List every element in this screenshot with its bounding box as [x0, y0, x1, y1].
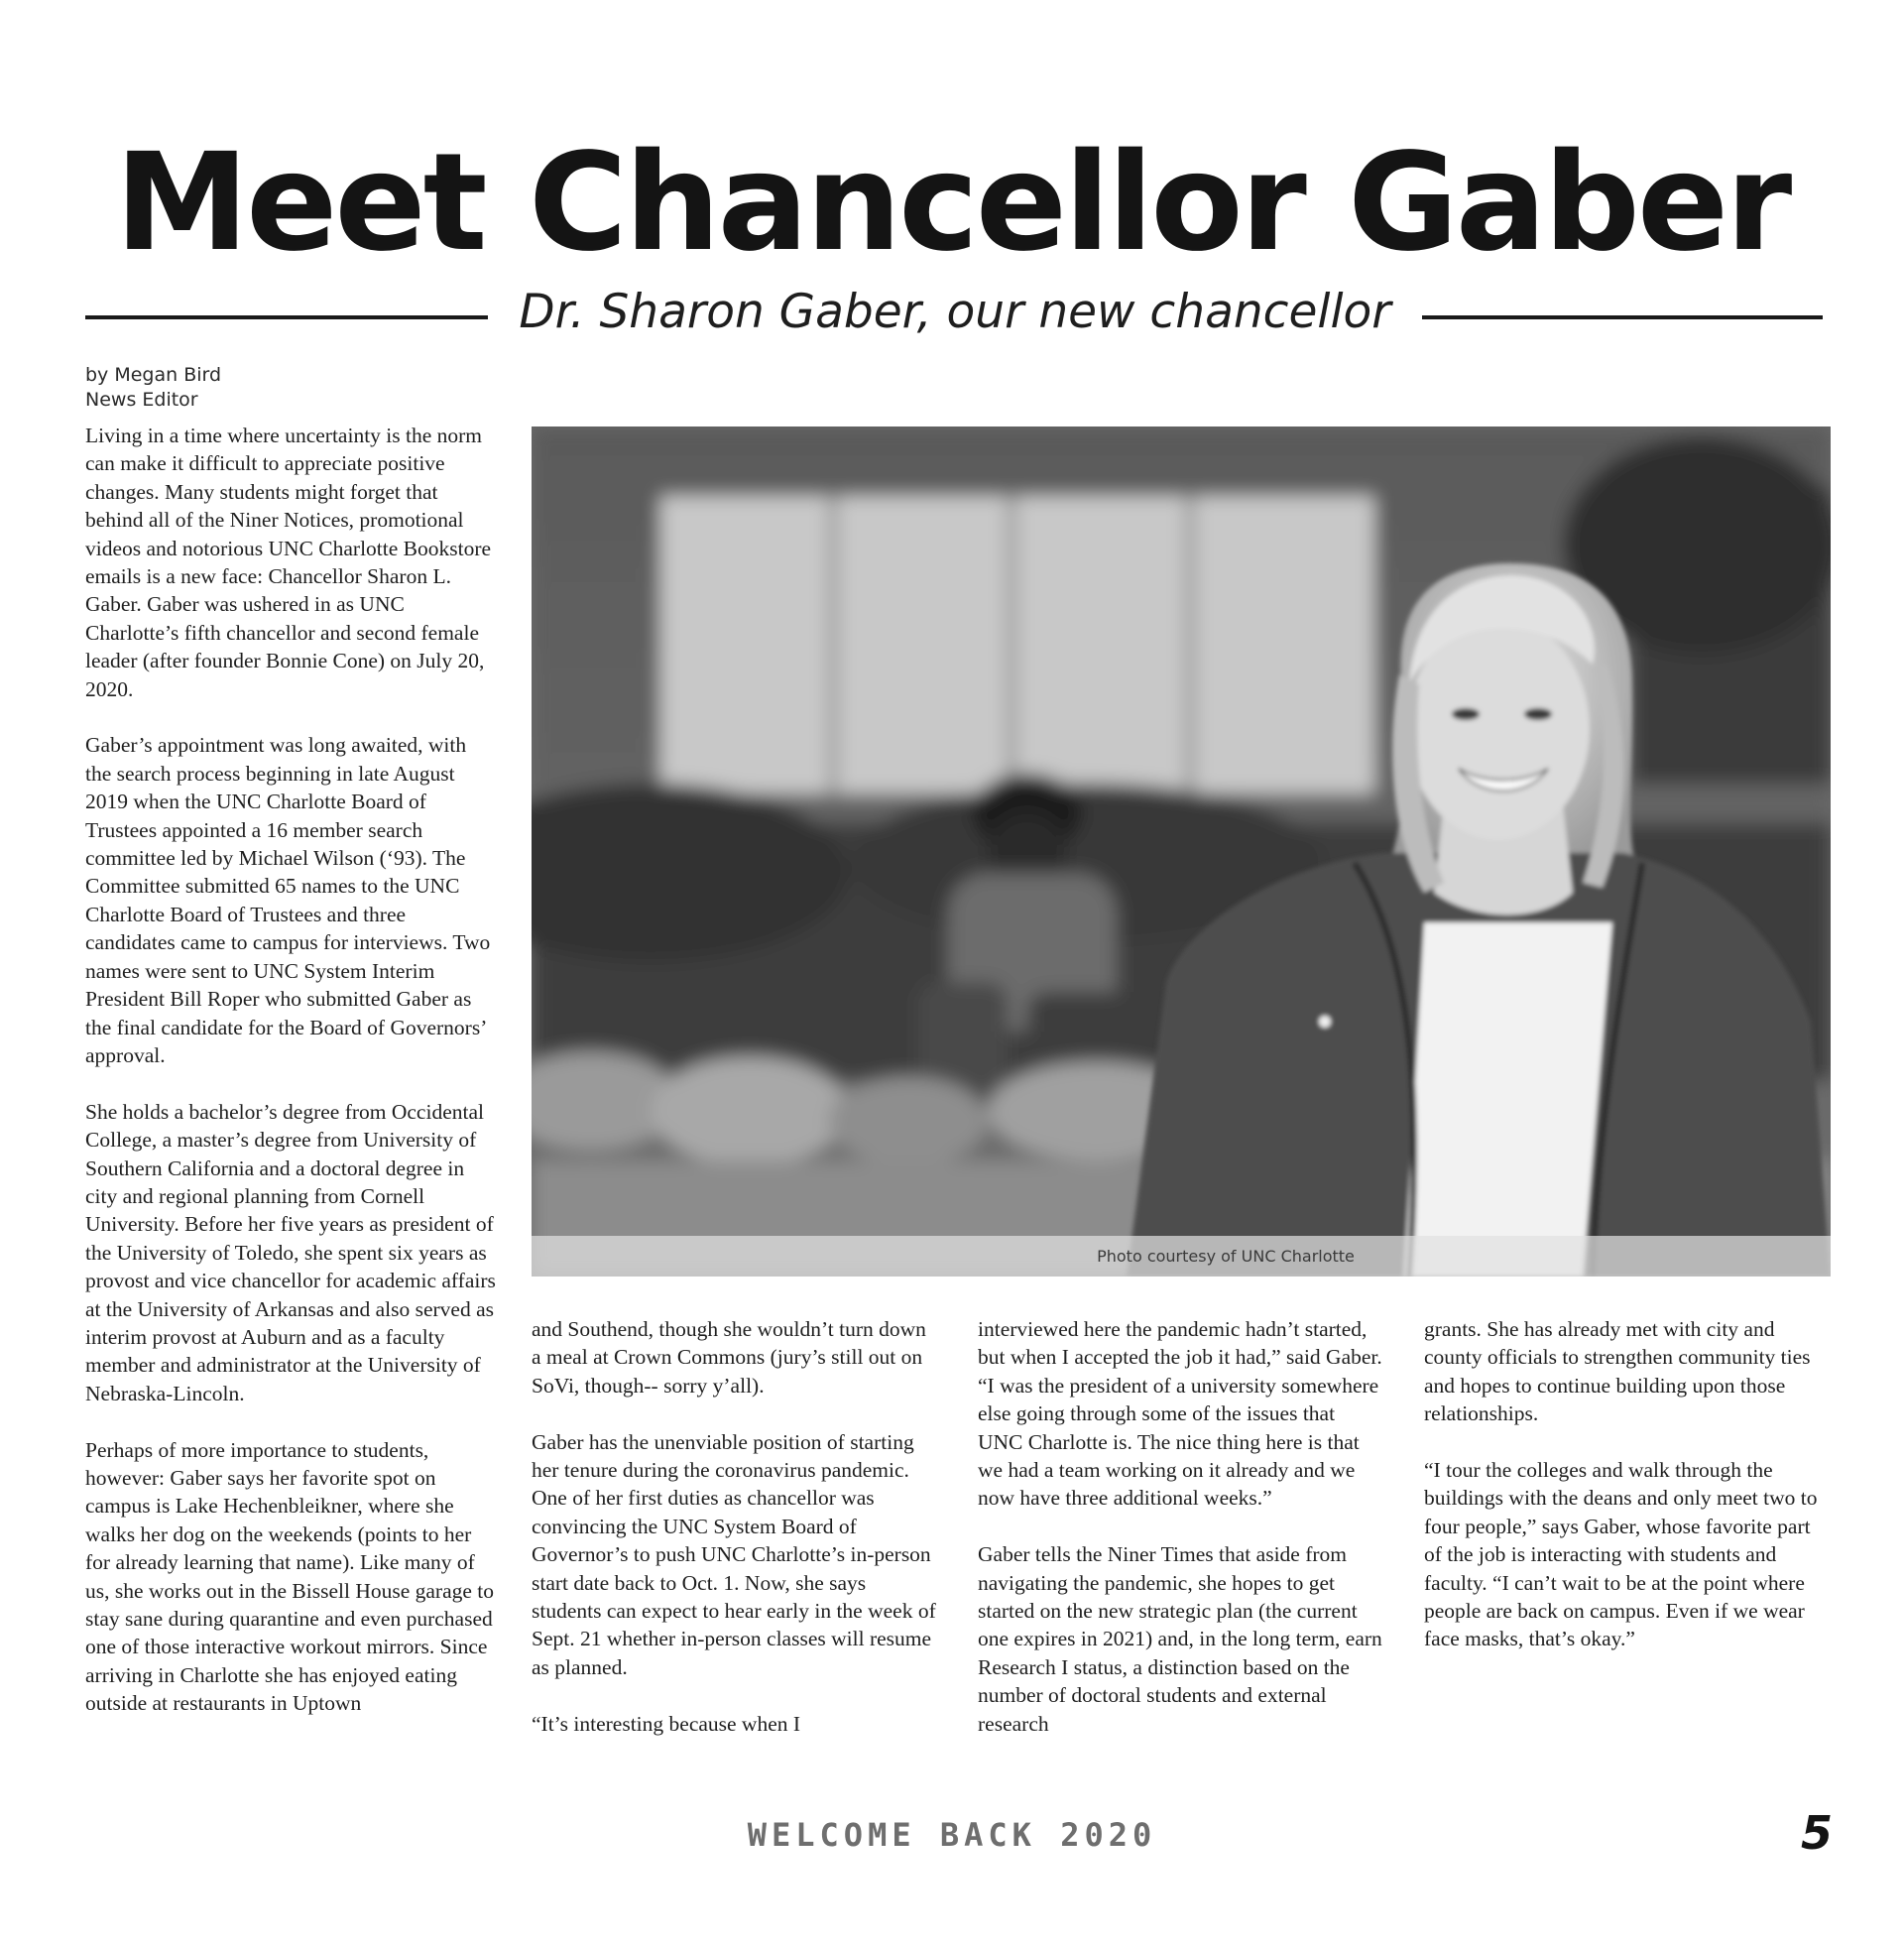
paragraph: “It’s interesting because when I	[532, 1711, 801, 1736]
paragraph: “I tour the colleges and walk through the buildings with the deans and only meet two to four people,” says Gaber, whose favorite part of the job is interacting with students and faculty. “I can’t wait to be at the point where people are back on campus. Even if we wear face masks, that’s okay.”	[1424, 1458, 1818, 1651]
byline	[85, 363, 221, 413]
photo-illustration	[532, 426, 1831, 1277]
chancellor-photo	[532, 426, 1831, 1277]
page-number: 5	[1800, 1806, 1833, 1860]
paragraph: grants. She has already met with city and county officials to strengthen community ties and hopes to continue building upon those relationships.	[1424, 1317, 1811, 1426]
paragraph: Perhaps of more importance to students, however: Gaber says her favorite spot on campus is Lake Hechenbleikner, where she walks her dog on the weekends (points to her for already learning that name). Like many of us, she works out in the Bissell House garage to stay sane during quarantine and even purchased one of those interactive workout mirrors. Since arriving in Charlotte she has enjoyed eating outside at restaurants in Uptown	[85, 1437, 495, 1716]
subtitle-rule-right	[1422, 315, 1823, 319]
paragraph: She holds a bachelor’s degree from Occidental College, a master’s degree from University of Southern California and a doctoral degree in city and regional planning from Cornell University. Before her five years as president of the University of Toledo, she spent six years as provost and vice chancellor for academic affairs at the University of Arkansas and also served as interim provost at Auburn and as a faculty member and administrator at the University of Nebraska-Lincoln.	[85, 1099, 496, 1405]
subtitle-rule-left	[85, 315, 488, 319]
footer-section-title: WELCOME BACK 2020	[747, 1816, 1157, 1854]
article-column-1	[85, 422, 496, 1718]
paragraph: and Southend, though she wouldn’t turn down a meal at Crown Commons (jury’s still out on SoVi, though-- sorry y’all).	[532, 1317, 926, 1398]
article-column-3	[978, 1315, 1384, 1738]
photo-caption: Photo courtesy of UNC Charlotte	[532, 1236, 1831, 1277]
paragraph: Gaber tells the Niner Times that aside from navigating the pandemic, she hopes to get started on the new strategic plan (the current one expires in 2021) and, in the long term, earn Research I status, a distinction based on the number of doctoral students and external research	[978, 1542, 1382, 1736]
article-column-4	[1424, 1315, 1831, 1653]
headline: Meet Chancellor Gaber	[114, 125, 1790, 282]
byline-role: News Editor	[85, 389, 198, 411]
paragraph: Living in a time where uncertainty is the norm can make it difficult to appreciate positive changes. Many students might forget that behind all of the Niner Notices, promotional videos and notorious UNC Charlotte Bookstore emails is a new face: Chancellor Sharon L. Gaber. Gaber was ushered in as UNC Charlotte’s fifth chancellor and second female leader (after founder Bonnie Cone) on July 20, 2020.	[85, 424, 492, 701]
paragraph: interviewed here the pandemic hadn’t started, but when I accepted the job it had,” said Gaber. “I was the president of a university somewhere else going through some of the issues that UNC Charlotte is. The nice thing here is that we had a team working on it already and we now have three additional weeks.”	[978, 1317, 1382, 1511]
paragraph: Gaber has the unenviable position of starting her tenure during the coronavirus pandemic. One of her first duties as chancellor was convincing the UNC System Board of Governor’s to push UNC Charlotte’s in-person start date back to Oct. 1. Now, she says students can expect to hear early in the week of Sept. 21 whether in-person classes will resume as planned.	[532, 1429, 936, 1679]
byline-author: by Megan Bird	[85, 364, 222, 386]
article-column-2	[532, 1315, 938, 1738]
subtitle: Dr. Sharon Gaber, our new chancellor	[519, 285, 1391, 339]
paragraph: Gaber’s appointment was long awaited, with the search process beginning in late August 2019 when the UNC Charlotte Board of Trustees appointed a 16 member search committee led by Michael Wilson (‘93). The Committee submitted 65 names to the UNC Charlotte Board of Trustees and three candidates came to campus for interviews. Two names were sent to UNC System Interim President Bill Roper who submitted Gaber as the final candidate for the Board of Governors’ approval.	[85, 733, 491, 1067]
